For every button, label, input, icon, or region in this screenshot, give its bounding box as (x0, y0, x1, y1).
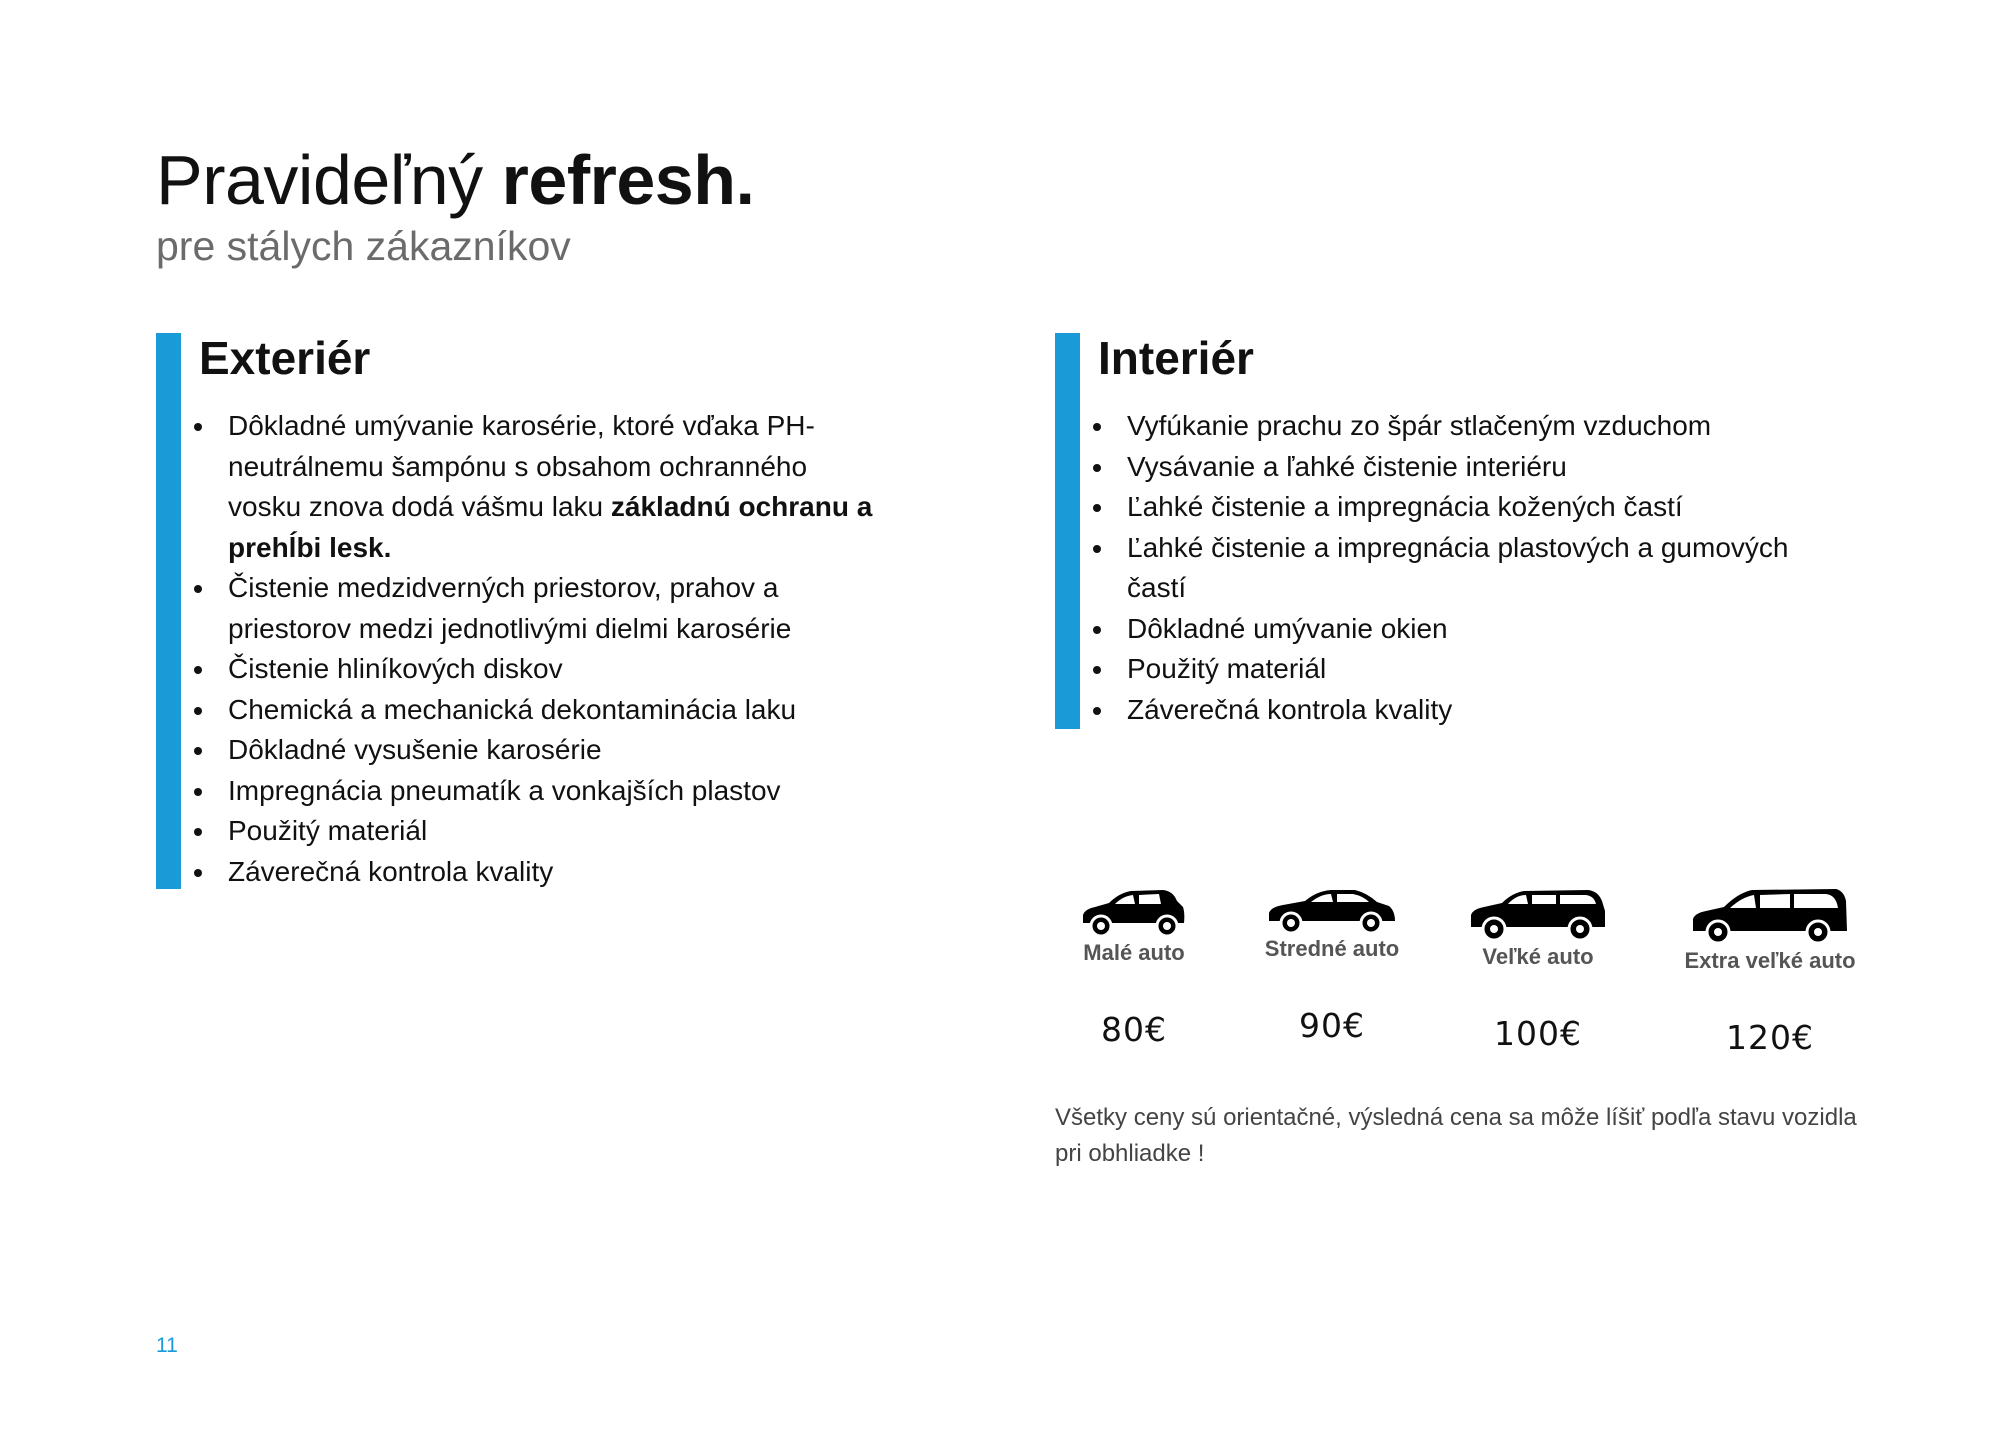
pricing-small (1034, 885, 1234, 1050)
suv-car-icon (1468, 885, 1608, 941)
car-price: 90€ (1299, 1006, 1365, 1045)
list-item: Záverečná kontrola kvality (156, 852, 876, 893)
car-size-label: Malé auto (1083, 940, 1185, 965)
pricing-extra-large (1660, 885, 1880, 1058)
interior-section (1055, 333, 1855, 729)
list-item: Použitý materiál (1055, 649, 1855, 690)
list-item: Ľahké čistenie a impregnácia plastových a gumových častí (1055, 528, 1855, 609)
list-item: Použitý materiál (156, 811, 876, 852)
list-item: Čistenie hliníkových diskov (156, 649, 876, 690)
car-price: 120€ (1726, 1018, 1814, 1057)
exterior-heading: Exteriér (199, 332, 371, 384)
page-number: 11 (156, 1334, 178, 1357)
title-regular: Pravideľný (156, 141, 502, 219)
price-note: Všetky ceny sú orientačné, výsledná cena sa môže líšiť podľa stavu vozidla pri obhliadke ! (1055, 1104, 1857, 1167)
list-item: Dôkladné umývanie karosérie, ktoré vďaka PH-neutrálnemu šampónu s obsahom ochranného vosku znova dodá vášmu laku základnú ochranu a prehĺbi lesk. (156, 406, 876, 568)
page-title (156, 140, 754, 220)
list-item: Dôkladné umývanie okien (1055, 609, 1855, 650)
list-item: Impregnácia pneumatík a vonkajších plastov (156, 771, 876, 812)
pricing-medium (1232, 885, 1432, 1046)
van-car-icon (1690, 885, 1850, 945)
list-item: Záverečná kontrola kvality (1055, 690, 1855, 731)
list-item: Ľahké čistenie a impregnácia kožených častí (1055, 487, 1855, 528)
pricing-large (1438, 885, 1638, 1054)
exterior-section (156, 333, 876, 889)
list-item: Chemická a mechanická dekontaminácia laku (156, 690, 876, 731)
sedan-car-icon (1265, 885, 1399, 933)
list-item: Vysávanie a ľahké čistenie interiéru (1055, 447, 1855, 488)
list-item: Čistenie medzidverných priestorov, prahov a priestorov medzi jednotlivými dielmi karosérie (156, 568, 876, 649)
list-item-bold: základnú ochranu a prehĺbi lesk. (228, 491, 873, 563)
exterior-list (156, 406, 876, 892)
small-car-icon (1079, 885, 1189, 937)
car-price: 100€ (1494, 1014, 1582, 1053)
title-bold: refresh. (501, 141, 755, 219)
car-size-label: Extra veľké auto (1684, 948, 1856, 973)
interior-list (1055, 406, 1855, 730)
car-price: 80€ (1101, 1010, 1167, 1049)
car-size-label: Stredné auto (1264, 936, 1400, 961)
car-size-label: Veľké auto (1482, 944, 1594, 969)
page-subtitle: pre stálych zákazníkov (156, 223, 571, 269)
list-item: Dôkladné vysušenie karosérie (156, 730, 876, 771)
list-item: Vyfúkanie prachu zo špár stlačeným vzduchom (1055, 406, 1855, 447)
interior-heading: Interiér (1098, 332, 1254, 384)
